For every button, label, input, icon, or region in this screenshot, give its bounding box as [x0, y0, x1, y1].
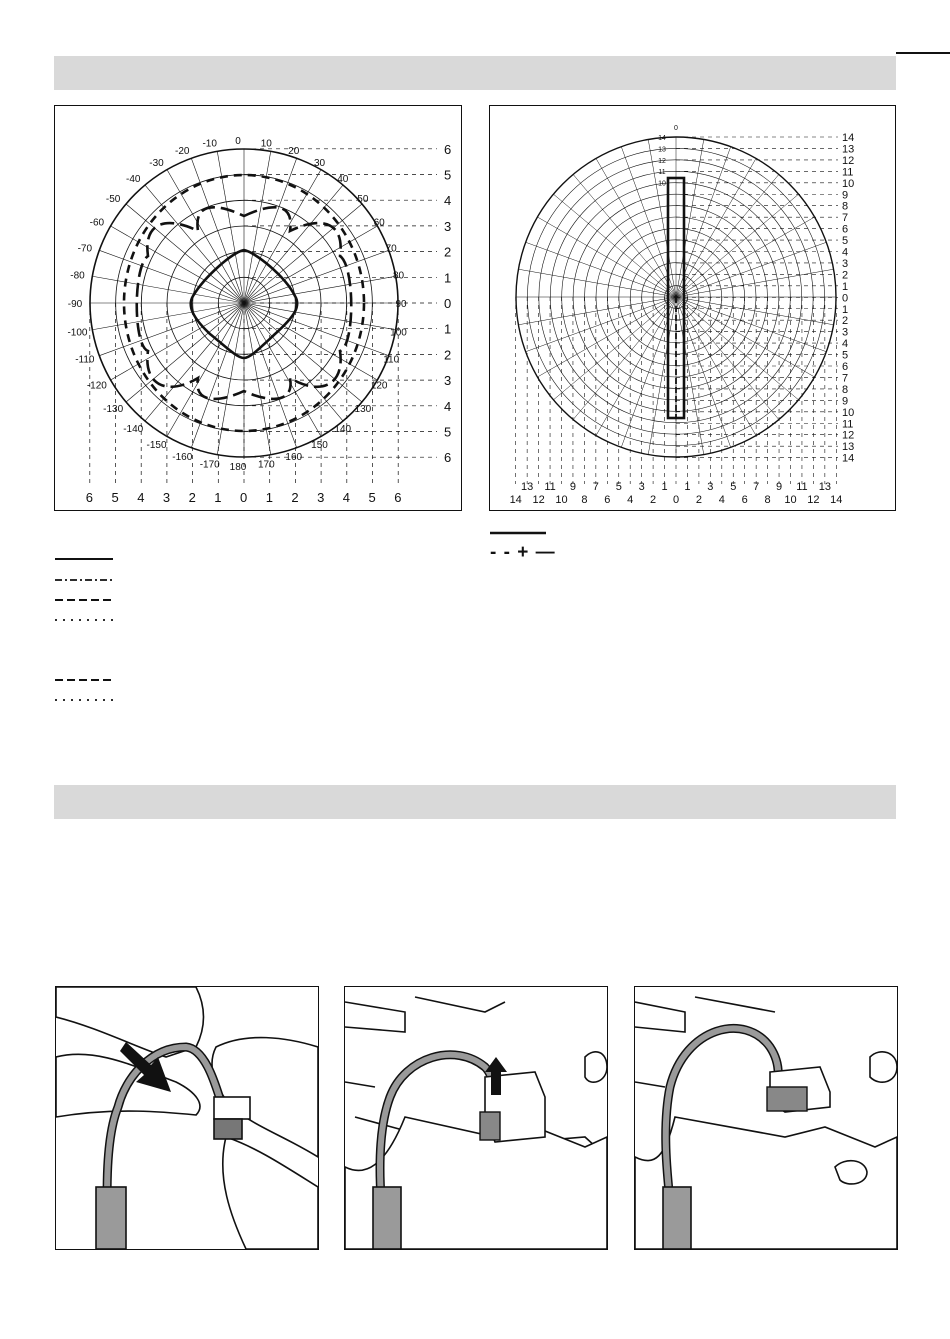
right-scale-label: 7 [842, 372, 849, 385]
bottom-scale-odd-label: 1 [684, 481, 691, 493]
right-scale-label: 6 [842, 361, 849, 373]
right-scale-label: 13 [842, 143, 855, 156]
right-scale-label: 0 [842, 292, 849, 305]
bottom-scale-even-label: 6 [741, 494, 748, 506]
right-scale-label: 12 [842, 429, 855, 442]
angle-label: 100 [390, 327, 407, 339]
bottom-scale-label: 6 [85, 490, 94, 505]
inner-range-label: 11 [658, 169, 666, 177]
bottom-scale-odd-label: 1 [661, 481, 668, 493]
bottom-scale-odd-label: 9 [569, 481, 577, 493]
angle-label: -30 [149, 157, 164, 169]
right-scale-label: 5 [444, 167, 452, 183]
radial-line [553, 297, 676, 400]
polar-diagram-left-frame [54, 105, 462, 511]
angle-label: 20 [288, 145, 300, 157]
right-scale-label: 10 [842, 177, 855, 190]
bottom-scale-label: 5 [111, 490, 119, 505]
bottom-scale-label: 4 [137, 490, 145, 505]
angle-label: 80 [392, 270, 405, 282]
angle-label: -90 [67, 299, 83, 310]
bottom-scale-even-label: 12 [807, 494, 820, 506]
legend-right [490, 524, 580, 575]
bottom-scale-even-label: 14 [830, 494, 843, 506]
right-scale-label: 1 [444, 270, 452, 286]
angle-label: -10 [202, 138, 217, 150]
bottom-scale-odd-label: 13 [818, 481, 831, 493]
bottom-scale-odd-label: 11 [796, 481, 808, 493]
angle-label: 90 [395, 299, 407, 310]
angle-label: -20 [175, 145, 190, 157]
bottom-scale-even-label: 2 [650, 494, 657, 506]
angle-label: -160 [172, 452, 193, 464]
bottom-scale-even-label: 14 [509, 494, 522, 506]
bottom-scale-even-label: 6 [604, 494, 611, 506]
bottom-scale-label: 1 [265, 490, 273, 505]
bottom-scale-even-label: 10 [555, 494, 568, 506]
angle-label: 40 [337, 174, 349, 186]
bottom-scale-odd-label: 7 [592, 481, 599, 493]
angle-label: 170 [257, 459, 275, 471]
bottom-scale-label: 3 [162, 490, 171, 505]
right-scale-label: 1 [444, 321, 452, 337]
bottom-scale-odd-label: 11 [544, 481, 556, 493]
angle-label: 160 [285, 452, 303, 464]
angle-label: 0 [235, 136, 241, 147]
bottom-scale-odd-label: 7 [753, 481, 760, 493]
right-scale-label: 2 [444, 347, 452, 363]
right-scale-label: 2 [842, 269, 849, 282]
angle-label: 140 [334, 423, 352, 435]
angle-label: 50 [357, 194, 369, 206]
inner-range-label: 13 [658, 146, 666, 154]
angle-label: -70 [77, 243, 93, 255]
legend-right-symbol: - - + — [490, 542, 556, 563]
angle-label: 60 [373, 217, 385, 229]
bottom-scale-label: 4 [342, 490, 351, 505]
right-scale-label: 5 [842, 235, 849, 248]
bottom-scale-even-label: 12 [532, 494, 545, 506]
right-scale-label: 14 [842, 452, 855, 465]
bottom-scale-label: 5 [368, 490, 376, 505]
bottom-scale-odd-label: 3 [707, 481, 714, 493]
angle-label: 10 [260, 138, 272, 150]
legend-left [55, 550, 125, 715]
right-scale-label: 1 [842, 303, 849, 316]
bottom-scale-even-label: 4 [718, 494, 725, 506]
bottom-scale-even-label: 8 [764, 494, 771, 506]
section-header-band-1 [54, 56, 896, 90]
angle-label: 150 [311, 440, 328, 452]
bottom-scale-even-label: 2 [695, 494, 702, 506]
bottom-scale-label: 6 [394, 490, 402, 505]
polar-diagram-right-frame [489, 105, 896, 511]
right-scale-label: 13 [842, 441, 855, 454]
angle-label: 180 [229, 462, 247, 473]
angle-label: -40 [125, 174, 141, 186]
right-scale-label: 3 [842, 257, 849, 270]
radial-line [573, 297, 676, 420]
illustration-connector-seated [634, 986, 898, 1250]
right-scale-label: 8 [842, 200, 849, 213]
right-scale-label: 8 [842, 383, 849, 396]
polar-diagram-right [490, 106, 895, 510]
right-scale-label: 9 [842, 395, 849, 408]
inner-range-label: 14 [658, 135, 666, 142]
bottom-scale-odd-label: 5 [615, 481, 622, 493]
right-scale-label: 2 [842, 315, 849, 328]
right-scale-label: 11 [842, 418, 854, 431]
right-scale-label: 0 [444, 296, 452, 311]
right-scale-label: 4 [444, 193, 452, 209]
right-scale-label: 4 [842, 338, 849, 351]
right-scale-label: 10 [842, 406, 855, 419]
radial-line [676, 194, 799, 297]
right-scale-label: 2 [444, 244, 452, 260]
right-scale-label: 9 [842, 189, 849, 202]
right-scale-label: 5 [444, 424, 452, 440]
radial-line [553, 194, 676, 297]
bottom-scale-even-label: 8 [581, 494, 588, 506]
bottom-scale-label: 0 [240, 490, 248, 505]
angle-label: -150 [146, 440, 167, 452]
right-scale-label: 4 [444, 398, 452, 414]
radial-line [573, 174, 676, 297]
section-header-band-2 [54, 785, 896, 819]
radial-line [526, 297, 676, 352]
bottom-scale-odd-label: 5 [730, 481, 737, 493]
bottom-scale-label: 2 [291, 490, 299, 505]
right-scale-label: 5 [842, 349, 849, 362]
angle-label: -170 [199, 459, 220, 471]
bottom-scale-odd-label: 9 [775, 481, 783, 493]
angle-label: 70 [385, 243, 397, 255]
bottom-scale-even-label: 0 [672, 494, 680, 506]
radial-line [676, 297, 826, 352]
angle-label: -80 [70, 270, 85, 282]
bottom-scale-label: 3 [317, 490, 325, 505]
angle-label: 120 [370, 380, 388, 392]
inner-range-label: 12 [658, 157, 666, 165]
right-scale-label: 6 [444, 141, 452, 157]
angle-label: -130 [103, 403, 124, 415]
radial-line [676, 297, 779, 420]
page-tab-line [896, 52, 950, 54]
radial-line [676, 242, 826, 297]
illustration-insert-wire [55, 986, 319, 1250]
right-scale-label: 3 [444, 373, 452, 389]
bottom-scale-odd-label: 3 [638, 481, 645, 493]
right-scale-label: 4 [842, 246, 849, 259]
bottom-scale-odd-label: 13 [521, 481, 534, 493]
top-angle-label: 0 [674, 125, 678, 132]
bottom-scale-even-label: 4 [627, 494, 634, 506]
angle-label: -140 [123, 423, 144, 435]
right-scale-label: 6 [842, 223, 849, 236]
angle-label: -60 [89, 217, 105, 229]
radial-line [676, 297, 799, 400]
illustration-lift-connector [344, 986, 608, 1250]
bottom-scale-label: 2 [188, 490, 196, 505]
angle-label: -50 [105, 194, 121, 206]
right-scale-label: 11 [842, 166, 854, 179]
right-scale-label: 1 [842, 280, 849, 293]
angle-label: -100 [67, 327, 88, 339]
right-scale-label: 6 [444, 450, 452, 466]
bottom-scale-label: 1 [214, 490, 222, 505]
inner-range-label: 10 [658, 180, 666, 188]
right-scale-label: 3 [842, 326, 849, 339]
angle-label: -120 [86, 380, 107, 392]
angle-label: -110 [75, 354, 95, 366]
angle-label: 30 [313, 157, 326, 169]
polar-diagram-left [55, 106, 461, 510]
right-scale-label: 7 [842, 212, 849, 225]
right-scale-label: 3 [444, 218, 452, 234]
radial-line [676, 174, 779, 297]
radial-line [526, 242, 676, 297]
bottom-scale-even-label: 10 [784, 494, 797, 506]
angle-label: 110 [383, 354, 400, 366]
angle-label: 130 [354, 403, 372, 415]
right-scale-label: 12 [842, 154, 855, 167]
right-scale-label: 14 [842, 132, 855, 144]
